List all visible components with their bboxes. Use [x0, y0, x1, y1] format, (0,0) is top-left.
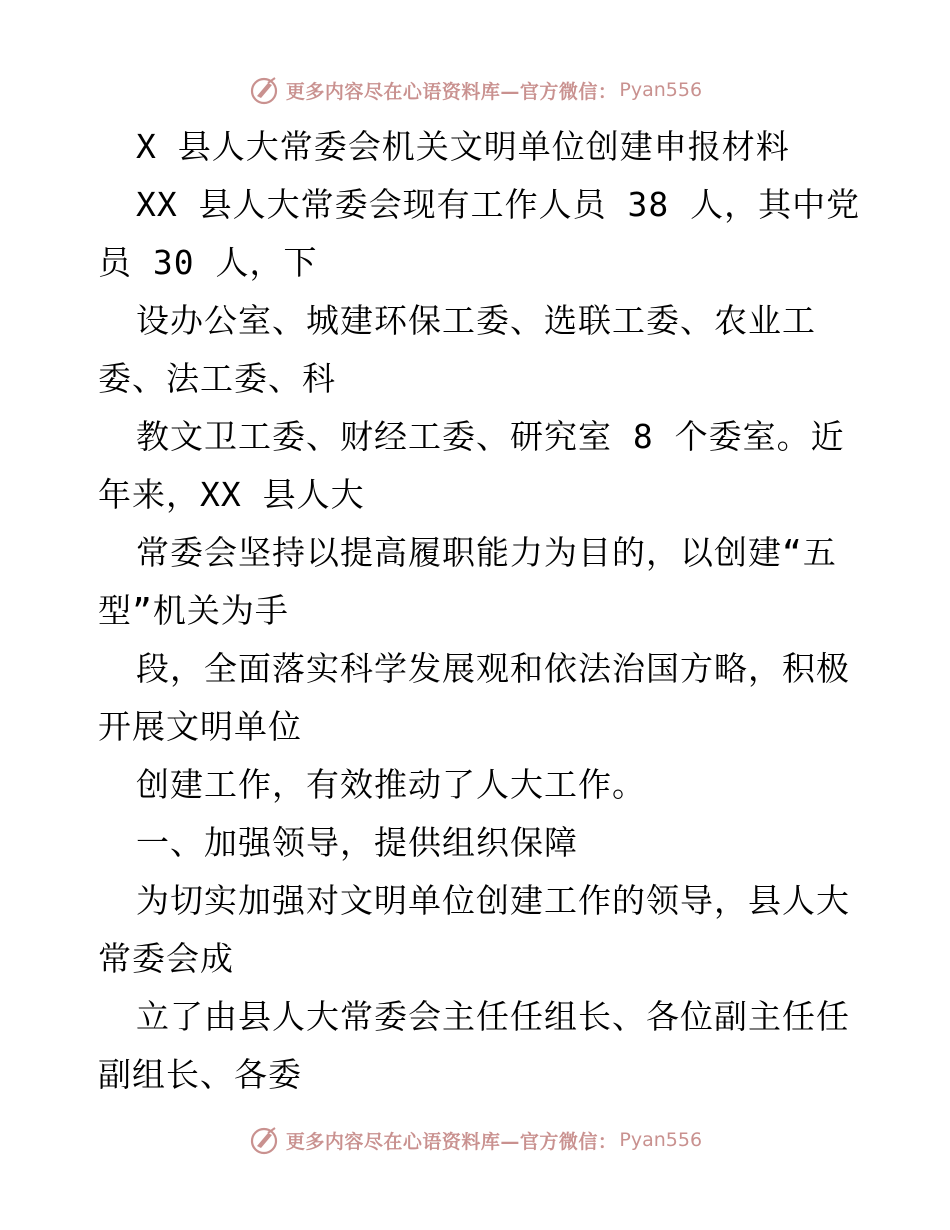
- paragraph-line: 设办公室、城建环保工委、选联工委、农业工: [136, 301, 816, 340]
- paragraph-line: 创建工作，有效推动了人大工作。: [136, 765, 646, 804]
- paragraph-line: XX 县人大常委会现有工作人员 38 人，其中党: [136, 185, 861, 224]
- paragraph-line: 型”机关为手: [98, 591, 289, 630]
- paragraph-line: 立了由县人大常委会主任任组长、各位副主任任: [136, 997, 850, 1036]
- banner-contact: Pyan556: [619, 1129, 703, 1151]
- banner-text: 更多内容尽在心语资料库—官方微信：: [285, 1130, 618, 1153]
- banner-text: 更多内容尽在心语资料库—官方微信：: [285, 80, 618, 103]
- quill-pen-logo-icon: [248, 74, 280, 106]
- document-title: X 县人大常委会机关文明单位创建申报材料: [136, 127, 790, 166]
- paragraph-line: 段，全面落实科学发展观和依法治国方略，积极: [136, 649, 850, 688]
- paragraph-line: 教文卫工委、财经工委、研究室 8 个委室。近: [136, 417, 845, 456]
- paragraph-line: 委、法工委、科: [98, 359, 336, 398]
- paragraph-line: 副组长、各委: [98, 1055, 302, 1094]
- paragraph-line: 常委会成: [98, 939, 234, 978]
- paragraph-line: 年来，XX 县人大: [98, 475, 365, 514]
- footer-banner: [0, 1120, 950, 1160]
- quill-pen-logo-icon: [248, 1124, 280, 1156]
- paragraph-line: 为切实加强对文明单位创建工作的领导，县人大: [136, 881, 850, 920]
- header-banner: [0, 70, 950, 110]
- paragraph-line: 开展文明单位: [98, 707, 302, 746]
- banner-contact: Pyan556: [619, 79, 703, 101]
- paragraph-line: 常委会坚持以提高履职能力为目的，以创建“五: [136, 533, 837, 572]
- section-heading: 一、加强领导，提供组织保障: [136, 823, 578, 862]
- paragraph-line: 员 30 人，下: [98, 243, 318, 282]
- document-body: [98, 118, 868, 1104]
